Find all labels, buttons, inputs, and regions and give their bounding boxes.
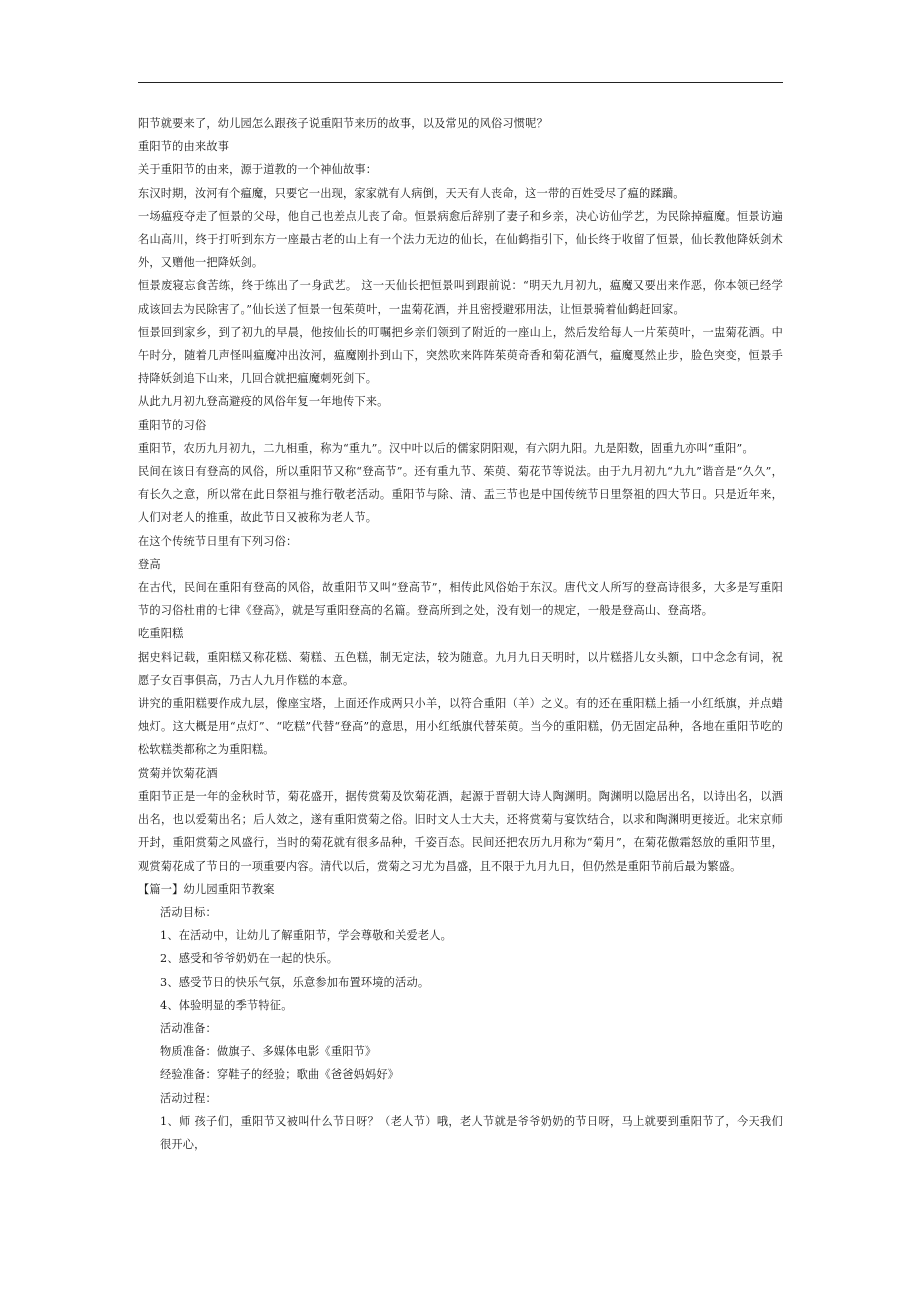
- paragraph: 重阳节正是一年的金秋时节，菊花盛开，据传赏菊及饮菊花酒，起源于晋朝大诗人陶渊明。陶渊明以隐居出名，以诗出名，以酒出名，也以爱菊出名；后人效之，遂有重阳赏菊之俗。旧时文人士大夫，还将赏菊与宴饮结合，以求和陶渊明更接近。北宋京师开封，重阳赏菊之风盛行，当时的菊花就有很多品种，千姿百态。民间还把农历九月称为“菊月”，在菊花傲霜怒放的重阳节里，观赏菊花成了节日的一项重要内容。清代以后，赏菊之习尤为昌盛，且不限于九月九日，但仍然是重阳节前后最为繁盛。: [138, 789, 783, 873]
- section-heading: 赏菊并饮菊花酒: [138, 766, 218, 780]
- paragraph: 讲究的重阳糕要作成九层，像座宝塔，上面还作成两只小羊，以符合重阳（羊）之义。有的还在重阳糕上插一小红纸旗，并点蜡烛灯。这大概是用“点灯”、“吃糕”代替“登高”的意思，用小红纸旗代替茱萸。当今的重阳糕，仍无固定品种，各地在重阳节吃的松软糕类都称之为重阳糕。: [138, 697, 783, 757]
- paragraph: 1、师 孩子们，重阳节又被叫什么节日呀？（老人节）哦，老人节就是爷爷奶奶的节日呀，马上就要到重阳节了，今天我们很开心，: [160, 1114, 783, 1151]
- paragraph: 在古代，民间在重阳有登高的风俗，故重阳节又叫“登高节”，相传此风俗始于东汉。唐代文人所写的登高诗很多，大多是写重阳节的习俗杜甫的七律《登高》，就是写重阳登高的名篇。登高所到之处，没有划一的规定，一般是登高山、登高塔。: [138, 581, 783, 618]
- section-heading: 重阳节的习俗: [138, 418, 207, 432]
- paragraph: 活动准备：: [160, 1021, 217, 1035]
- paragraph: 从此九月初九登高避疫的风俗年复一年地传下来。: [138, 395, 389, 409]
- document-body: [138, 112, 783, 1156]
- section-heading: 重阳节的由来故事: [138, 140, 230, 154]
- paragraph: 阳节就要来了，幼儿园怎么跟孩子说重阳节来历的故事，以及常见的风俗习惯呢？: [138, 117, 548, 130]
- paragraph: 关于重阳节的由来，源于道教的一个神仙故事：: [138, 163, 378, 177]
- paragraph: 民间在该日有登高的风俗，所以重阳节又称“登高节”。还有重九节、茱萸、菊花节等说法。由于九月初九“九九”谐音是“久久”，有长久之意，所以常在此日祭祖与推行敬老活动。重阳节与除、清、盂三节也是中国传统节日里祭祖的四大节日。只是近年来，人们对老人的推重，故此节日又被称为老人节。: [138, 465, 783, 525]
- paragraph: 一场瘟疫夺走了恒景的父母，他自己也差点儿丧了命。恒景病愈后辞别了妻子和乡亲，决心访仙学艺，为民除掉瘟魔。恒景访遍名山高川，终于打听到东方一座最古老的山上有一个法力无边的仙长，在仙鹤指引下，仙长终于收留了恒景，仙长教他降妖剑术外，又赠他一把降妖剑。: [138, 209, 783, 270]
- paragraph: 4、体验明显的季节特征。: [160, 998, 293, 1012]
- paragraph: 恒景废寝忘食苦练，终于练出了一身武艺。 这一天仙长把恒景叫到跟前说：“明天九月初九，瘟魔又要出来作恶，你本领已经学成该回去为民除害了。”仙长送了恒景一包茱萸叶，一盅菊花酒，并且密授避邪用法，让恒景骑着仙鹤赶回家。: [138, 279, 783, 316]
- paragraph: 活动过程：: [160, 1091, 217, 1105]
- paragraph: 恒景回到家乡，到了初九的早晨，他按仙长的叮嘱把乡亲们领到了附近的一座山上，然后发给每人一片茱萸叶，一盅菊花酒。中午时分，随着几声怪叫瘟魔冲出汝河，瘟魔刚扑到山下，突然吹来阵阵茱萸奇香和菊花酒气，瘟魔戛然止步，脸色突变，恒景手持降妖剑追下山来，几回合就把瘟魔刺死剑下。: [138, 325, 783, 386]
- paragraph: 1、在活动中，让幼儿了解重阳节，学会尊敬和关爱老人。: [160, 929, 453, 943]
- paragraph: 重阳节，农历九月初九，二九相重，称为“重九”。汉中叶以后的儒家阴阳观，有六阴九阳。九是阳数，固重九亦叫“重阳”。: [138, 441, 754, 455]
- paragraph: 物质准备：做旗子、多媒体电影《重阳节》: [160, 1045, 377, 1059]
- paragraph: 据史料记载，重阳糕又称花糕、菊糕、五色糕，制无定法，较为随意。九月九日天明时，以片糕搭儿女头额，口中念念有词，祝愿子女百事俱高，乃古人九月作糕的本意。: [138, 650, 783, 687]
- paragraph: 在这个传统节日里有下列习俗：: [138, 534, 298, 548]
- paragraph: 【篇一】幼儿园重阳节教案: [138, 882, 275, 896]
- section-heading: 吃重阳糕: [138, 627, 184, 641]
- paragraph: 3、感受节日的快乐气氛，乐意参加布置环境的活动。: [160, 975, 430, 989]
- paragraph: 活动目标：: [160, 905, 217, 919]
- paragraph: 2、感受和爷爷奶奶在一起的快乐。: [160, 952, 339, 966]
- section-heading: 登高: [138, 557, 161, 571]
- header-rule: [138, 82, 783, 83]
- paragraph: 经验准备：穿鞋子的经验；歌曲《爸爸妈妈好》: [160, 1068, 400, 1082]
- paragraph: 东汉时期，汝河有个瘟魔，只要它一出现，家家就有人病倒，天天有人丧命，这一带的百姓受尽了瘟的蹂躏。: [138, 186, 685, 200]
